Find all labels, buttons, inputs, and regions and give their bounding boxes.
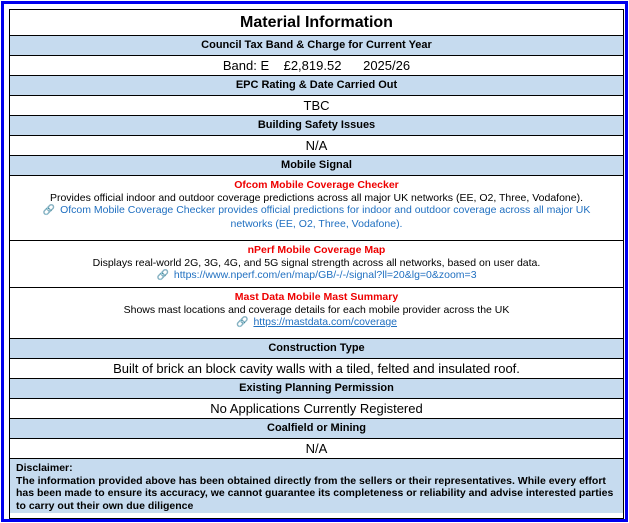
disclaimer	[10, 459, 623, 513]
mastdata-link[interactable]	[32, 316, 601, 330]
disclaimer-text: The information provided above has been obtained directly from the sellers or their representatives. While every effort has been made to ensure its accuracy, we cannot guarantee its completeness or reliability and advise interested parties to carry out their own due diligence	[16, 474, 614, 512]
planning-value: No Applications Currently Registered	[10, 399, 623, 419]
ofcom-section	[10, 176, 623, 241]
mobile-signal-header: Mobile Signal	[10, 156, 623, 176]
nperf-title: nPerf Mobile Coverage Map	[247, 244, 386, 256]
ofcom-description: Provides official indoor and outdoor coverage predictions across all major UK networks (EE, O2, Three, Vodafone).	[49, 191, 584, 204]
ofcom-link-text[interactable]: Ofcom Mobile Coverage Checker provides official predictions for indoor and outdoor coverage across all major UK networks (EE, O2, Three, Vodafone).	[60, 204, 591, 230]
nperf-section	[10, 241, 623, 288]
council-tax-header: Council Tax Band & Charge for Current Year	[10, 36, 623, 56]
mastdata-section	[10, 288, 623, 339]
planning-header: Existing Planning Permission	[10, 379, 623, 399]
ofcom-link[interactable]	[32, 204, 601, 230]
outer-frame	[1, 1, 628, 522]
page-title: Material Information	[10, 10, 623, 36]
link-icon: 🔗	[42, 205, 56, 216]
link-icon: 🔗	[156, 270, 169, 281]
construction-header: Construction Type	[10, 339, 623, 359]
nperf-link-text[interactable]: https://www.nperf.com/en/map/GB/-/-/signal?ll=20&lg=0&zoom=3	[173, 269, 477, 281]
nperf-description: Displays real-world 2G, 3G, 4G, and 5G signal strength across all networks, based on user data.	[92, 256, 541, 269]
building-safety-header: Building Safety Issues	[10, 116, 623, 136]
building-safety-value: N/A	[10, 136, 623, 156]
epc-header: EPC Rating & Date Carried Out	[10, 76, 623, 96]
coalfield-header: Coalfield or Mining	[10, 419, 623, 439]
mastdata-title: Mast Data Mobile Mast Summary	[234, 291, 399, 303]
epc-value: TBC	[10, 96, 623, 116]
council-tax-value: Band: E £2,819.52 2025/26	[10, 56, 623, 76]
link-icon: 🔗	[235, 317, 249, 328]
material-info-table	[9, 9, 624, 519]
mastdata-description: Shows mast locations and coverage details for each mobile provider across the UK	[123, 303, 510, 316]
mastdata-link-text[interactable]: https://mastdata.com/coverage	[253, 316, 398, 328]
disclaimer-label: Disclaimer:	[16, 462, 73, 474]
nperf-link[interactable]	[32, 269, 601, 283]
construction-value: Built of brick an block cavity walls with a tiled, felted and insulated roof.	[10, 359, 623, 379]
ofcom-title: Ofcom Mobile Coverage Checker	[234, 179, 399, 191]
coalfield-value: N/A	[10, 439, 623, 459]
